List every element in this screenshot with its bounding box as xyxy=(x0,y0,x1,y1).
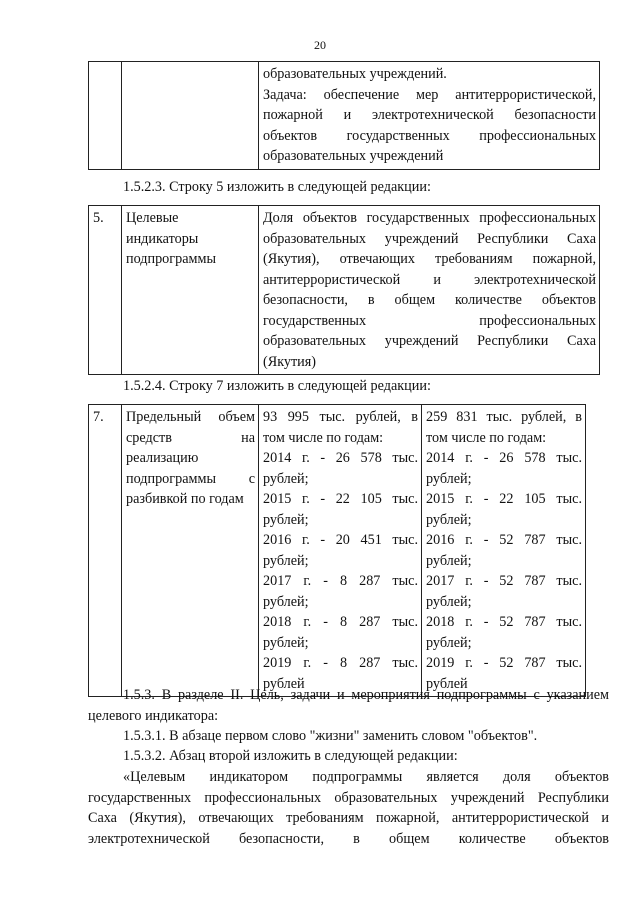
row7-amount-new: 259 831 тыс. рублей, в том числе по годам: 2014 г. - 26 578 тыс. рублей; 2015 г. - 22 105 тыс. рублей; 2016 г. - 52 787 тыс. рублей; 2017 г. - 52 787 тыс. рублей; 2018 г. - 52 787 тыс. рублей; 2019 г. - 52 787 тыс. рублей xyxy=(422,405,586,697)
para-1-5-3-1: 1.5.3.1. В абзаце первом слово "жизни" заменить словом "объектов". xyxy=(123,728,538,744)
row7-label: Предельный объем средств на реализацию подпрограммы с разбивкой по годам xyxy=(122,405,259,697)
para-1-5-2-4: 1.5.2.4. Строку 7 изложить в следующей редакции: xyxy=(123,378,431,394)
row7-number: 7. xyxy=(89,405,122,697)
table-cell-num xyxy=(89,62,122,170)
quote-paragraph: «Целевым индикатором подпрограммы является доля объектов государственных профессиональных образовательных учреждений Республики Саха (Якутия), отвечающих требованиям пожарной, антитеррористической и электротехнической безопасности, в общем количестве объектов xyxy=(88,769,609,847)
para-1-5-3: 1.5.3. В разделе II. Цель, задачи и мероприятия подпрограммы с указанием целевого индикатора: xyxy=(88,687,609,724)
row7-amount-old: 93 995 тыс. рублей, в том числе по годам: 2014 г. - 26 578 тыс. рублей; 2015 г. - 22 105 тыс. рублей; 2016 г. - 20 451 тыс. рублей; 2017 г. - 8 287 тыс. рублей; 2018 г. - 8 287 тыс. рублей; 2019 г. - 8 287 тыс. рублей xyxy=(259,405,422,697)
para-1-5-2-3: 1.5.2.3. Строку 5 изложить в следующей редакции: xyxy=(123,179,431,195)
table-row-5 xyxy=(88,205,600,375)
page-number: 20 xyxy=(314,38,326,52)
row5-label: Целевые индикаторы подпрограммы xyxy=(122,206,259,375)
para-1-5-3-2: 1.5.3.2. Абзац второй изложить в следующей редакции: xyxy=(123,748,458,764)
row5-number: 5. xyxy=(89,206,122,375)
table-continuation xyxy=(88,61,600,170)
table-cell-label xyxy=(122,62,259,170)
row5-content: Доля объектов государственных профессиональных образовательных учреждений Республики Саха (Якутия), отвечающих требованиям пожарной, антитеррористической и электротехнической безопасности, в общем количестве объектов государственных профессиональных образовательных учреждений Республики Саха (Якутия) xyxy=(259,206,600,375)
table-row-7 xyxy=(88,404,586,697)
table-cell-content: образовательных учреждений. Задача: обеспечение мер антитеррористической, пожарной и электротехнической безопасности объектов государственных профессиональных образовательных учреждений xyxy=(259,62,600,170)
